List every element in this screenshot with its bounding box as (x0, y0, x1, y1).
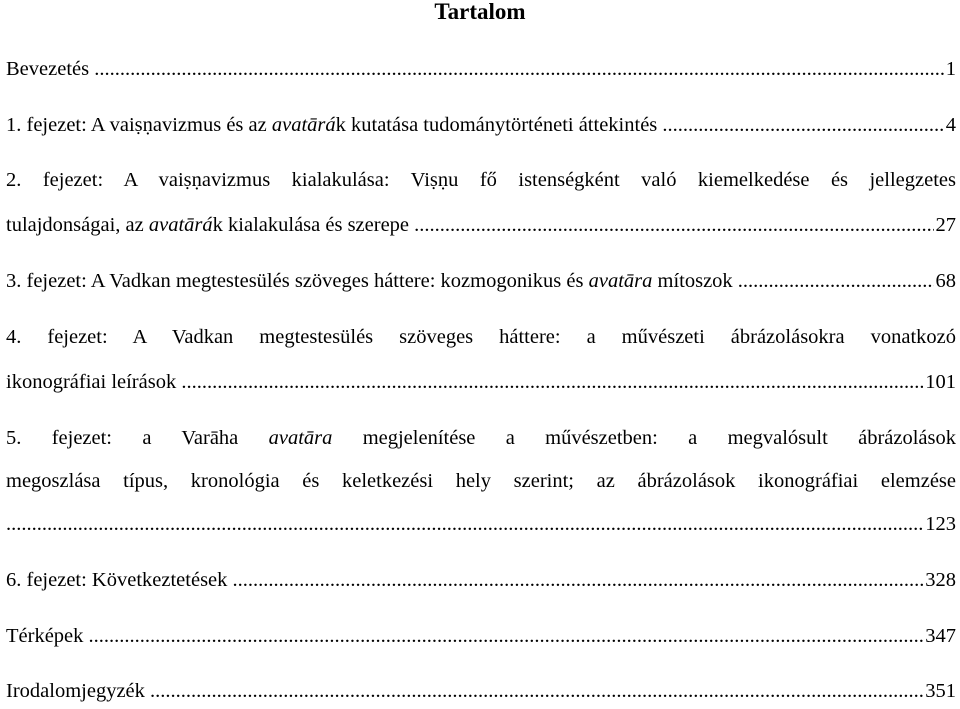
toc-entry-label: tulajdonságai, az avatārák kialakulása és szerepe ..... (6, 210, 934, 240)
toc-entry-label: Irodalomjegyzék ..... (6, 676, 923, 706)
toc-entry-bibliography[interactable] (6, 676, 956, 706)
toc-entry-chapter-5-line-3[interactable] (6, 509, 956, 539)
toc-page-number: 328 (925, 569, 956, 591)
toc-entry-label: 5. fejezet: a Varāha avatāra megjelenítése a művészetben: a megvalósult ábrázolások (6, 427, 956, 449)
toc-entry-chapter-2-line-1[interactable] (6, 165, 956, 195)
toc-page-number: 123 (925, 513, 956, 535)
toc-entry-chapter-4-line-1[interactable] (6, 322, 956, 352)
toc-entry-label: 6. fejezet: Következtetések ..... (6, 565, 923, 595)
toc-entry-label: 1. fejezet: A vaiṣṇavizmus és az avatārák kutatása tudománytörténeti áttekintés ..... (6, 110, 944, 140)
toc-entry-label: Térképek ..... (6, 621, 923, 651)
toc-entry-leader (6, 509, 923, 539)
toc-entry-maps[interactable] (6, 621, 956, 651)
toc-page-number: 4 (945, 114, 956, 136)
toc-page-number: 101 (925, 371, 956, 393)
toc-entry-label: ikonográfiai leírások ..... (6, 367, 923, 397)
toc-page-number: 68 (935, 270, 956, 292)
toc-page-number: 1 (945, 58, 956, 80)
toc-entry-label: 2. fejezet: A vaiṣṇavizmus kialakulása: Viṣṇu fő istenségként való kiemelkedése és jellegzetes (6, 169, 956, 191)
toc-entry-chapter-2-line-2[interactable] (6, 210, 956, 240)
toc-page-number: 351 (925, 680, 956, 702)
toc-entry-chapter-5-line-2[interactable] (6, 466, 956, 496)
toc-entry-label: megoszlása típus, kronológia és keletkezési hely szerint; az ábrázolások ikonográfiai elemzése (6, 470, 956, 492)
toc-entry-chapter-6[interactable] (6, 565, 956, 595)
toc-entry-chapter-3[interactable] (6, 266, 956, 296)
toc-entry-chapter-1[interactable] (6, 110, 956, 140)
toc-entry-chapter-5-line-1[interactable] (6, 423, 956, 453)
toc-entry-label: Bevezetés ..... (6, 54, 944, 84)
toc-entry-label: 3. fejezet: A Vadkan megtestesülés szöveges háttere: kozmogonikus és avatāra mítoszok ..... (6, 266, 934, 296)
toc-entry-chapter-4-line-2[interactable] (6, 367, 956, 397)
toc-entry-label: 4. fejezet: A Vadkan megtestesülés szöveges háttere: a művészeti ábrázolásokra vonatkozó (6, 326, 956, 348)
toc-page-number: 27 (935, 214, 956, 236)
toc-entry-introduction[interactable] (6, 54, 956, 84)
page-title: Tartalom (434, 0, 526, 24)
toc-page-number: 347 (925, 625, 956, 647)
